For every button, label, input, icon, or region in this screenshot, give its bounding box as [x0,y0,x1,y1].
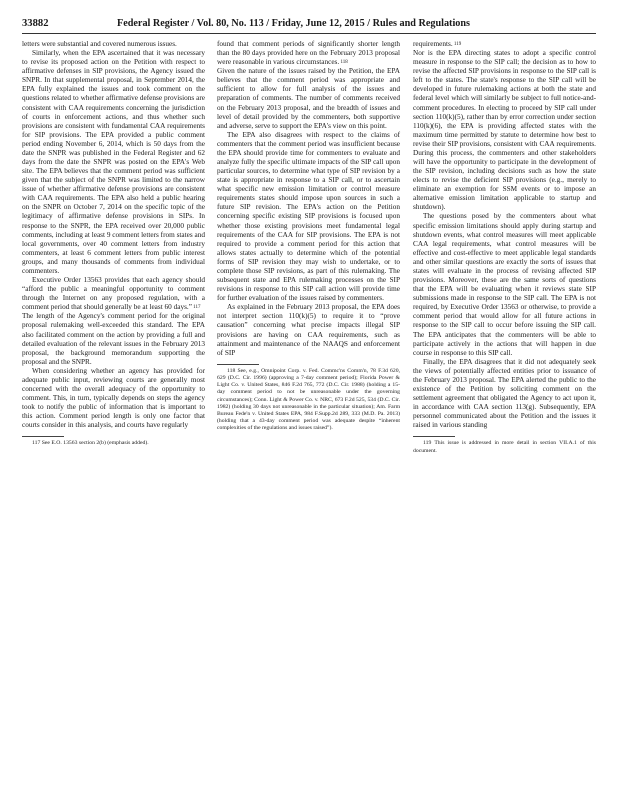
footnote: 117 See E.O. 13563 section 2(b) (emphasis added). [32,440,149,447]
text-column-middle [217,40,400,790]
paragraph-text: Nor is the EPA directing states to adopt a specific control measure in response to the SIP call; the decision as to how to revise the affected SIP provisions in response to the SIP call is left to the states. The state's response to the SIP call will be developed in future rulemaking actions at both the state and federal level which will similarly be subject to full notice-and-comment procedures. In electing to proceed by SIP call under section 110(k)(5), rather than by error correction under section 110(k)(6), the EPA is providing affected states with the maximum time permitted by statute to determine how best to revise their SIP provisions, consistent with CAA requirements. During this process, the commenters and other stakeholders will have the opportunity to participate in the development of the SIP revision, including decisions such as how the state elects to revise the deficient SIP provisions (e.g., merely to eliminate an exemption for SSM events or to impose an alternative emission limitation applicable to startup and shutdown). [413,49,596,212]
text-column-right [413,40,596,790]
paragraph-text: Given the nature of the issues raised by the Petition, the EPA believes that the comment period was appropriate and sufficient to allow for full analysis of the issues and preparation of comments. The number of comments received on the February 2013 proposal, and the breadth of issues and level of detail provided by the commenters, both supportive and adverse, serve to support the EPA's view on this point. [217,67,400,130]
paragraph-text: When considering whether an agency has provided for adequate public input, reviewing courts are generally most concerned with the overall adequacy of the opportunity to comment. This, in turn, typically depends on steps the agency took to notify the public of information that is important to this action. Comment period length is only one factor that courts consider in this analysis, and courts have regularly [22,366,205,430]
paragraph [22,49,205,276]
paragraph-text: requirements. [413,40,453,48]
paragraph-text: letters were substantial and covered numerous issues. [22,40,177,48]
paragraph-text: found that comment periods of significantly shorter length than the 80 days provided here on the February 2013 proposal were reasonable in various circumstances. [217,40,400,67]
text-column-left [22,40,205,790]
paragraph-text: The EPA also disagrees with respect to the claims of commenters that the comment period was insufficient because the EPA should provide time for commenters to evaluate and analyze fully the specific ultimate impacts of the SIP call upon particular sources, to determine what type of SIP revision by a state is appropriate in response to a SIP call, or to ascertain what specific new emission limitation or control measure requirements states should impose upon sources in such a future SIP revision. The EPA's action on the Petition concerning specific existing SIP provisions is focused upon whether those existing provisions meet fundamental legal requirements of the CAA for SIP provisions. The EPA is not required to provide a comment period for this action that allows states actually to determine which of the potential forms of SIP revision they may wish to undertake, or to complete those SIP revisions, as part of this rulemaking. The subsequent state and EPA rulemaking processes on the SIP revisions in response to this SIP call action will provide time for further evaluation of the issues raised by commenters. [217,130,400,303]
footnote-reference: 119 [452,42,462,47]
header-rule [22,33,596,34]
running-head: Federal Register / Vol. 80, No. 113 / Friday, June 12, 2015 / Rules and Regulations [117,18,470,29]
footnote-rule [217,364,259,365]
paragraph-text: The length of the Agency's comment period for the original proposal rulemaking well-exceeded this standard. The EPA also facilitated comment on the action by providing a full and detailed evaluation of the relevant issues in the February 2013 proposal, the background memorandum supporting the proposal and the SNPR. [22,312,205,366]
paragraph [413,40,596,49]
paragraph [217,67,400,131]
paragraph-text: Finally, the EPA disagrees that it did not adequately seek the views of potentially affected entities prior to issuance of the February 2013 proposal. The EPA alerted the public to the existence of the Petition by soliciting comment on the settlement agreement that obligated the Agency to act upon it, in accordance with CAA section 113(g). Subsequently, EPA personnel communicated about the Petition and the issues it raised in various standing [413,357,596,430]
footnote-reference: 117 [191,305,201,311]
paragraph [22,276,205,312]
footnote: 119 This issue is addressed in more detail in section VII.A.1 of this document. [413,440,596,454]
page-number: 33882 [22,18,49,29]
footnote: 118 See, e.g., Omnipoint Corp. v. Fed. Commc'ns Comm'n, 78 F.3d 620, 629 (D.C. Cir. 1996) (approving a 7-day comment period); Florida Power & Light Co. v. United States, 846 F.2d 765, 772 (D.C. Cir. 1988) (holding a 15-day comment period to not be unreasonable under the governing circumstances); Conn. Light & Power Co. v. NRC, 673 F.2d 525, 534 (D.C. Cir. 1982) (holding 30 days not unreasonable in the particular situation); Am. Farm Bureau Fede'n v. United States EPA, 984 F.Supp.2d 289, 333 (M.D. Pa. 2013) (holding that a 43-day comment period was adequate despite “inherent complexities of the regulations and issues raised”). [217,367,400,432]
paragraph-text: The questions posed by the commenters about what specific emission limitations should apply during startup and shutdown events, what control measures will meet applicable CAA legal requirements, what control measures will be effective and cost-effective to meet applicable legal standards and other similar questions are exactly the sorts of issues that states will evaluate in the process of revising affected SIP provisions. Moreover, these are the same sorts of questions that the EPA will be evaluating when it reviews state SIP submissions made in response to the SIP call. The EPA is not required, by Executive Order 13563 or otherwise, to provide a comment period that would allow for all future actions in response to the SIP call to occur before issuing the SIP call. The EPA anticipates that the commenters will be able to participate actively in the actions that will happen in due course in response to this SIP call. [413,212,596,357]
paragraph-text: As explained in the February 2013 proposal, the EPA does not interpret section 110(k)(5) to require it to “prove causation” concerning what precise impacts illegal SIP provisions are having on CAA requirements, such as attainment and maintenance of the NAAQS and enforcement of SIP [217,303,400,357]
footnote-rule [22,436,64,437]
paragraph [217,40,400,67]
paragraph-text: Similarly, when the EPA ascertained that it was necessary to revise its proposed action on the Petition with respect to affirmative defenses in SIP provisions, the Agency issued the SNPR. In that supplemental proposal, in September 2014, the EPA fully explained the issues and took comment on the questions related to whether affirmative defense provisions are consistent with CAA requirements concerning the jurisdiction of courts in enforcement actions, and thus whether such provisions are consistent with fundamental CAA requirements for SIP provisions. The EPA provided a public comment period ending November 6, 2014, which is 50 days from the date the SNPR was published in the Federal Register and 62 days from the date the SNPR was posted on the EPA's Web site. The EPA believes that the comment period was sufficient given that the subject of the SNPR was limited to the narrow issue of whether affirmative defense provisions are consistent with CAA requirements. The EPA also held a public hearing on the SNPR on October 7, 2014 on the specific topic of the legitimacy of affirmative defense provisions in SIPs. In response to the SNPR, the EPA received over 20,000 public comments, including at least 9 comment letters from states and local governments, over 40 comment letters from industry commenters, at least 6 comment letters from public interest groups, and many thousands of comments from individual commenters. [22,49,205,275]
paragraph [217,131,400,303]
paragraph [413,212,596,357]
page-header [22,18,596,34]
paragraph [413,49,596,212]
paragraph-text: Executive Order 13563 provides that each agency should “afford the public a meaningful opportunity to comment through the Internet on any proposed regulation, with a comment period that should generally be at least 60 days.” [22,276,205,312]
footnote-reference: 118 [339,60,348,66]
paragraph [217,303,400,357]
paragraph [22,312,205,366]
footnote-rule [413,436,455,437]
paragraph [22,367,205,431]
paragraph [22,40,205,49]
paragraph [413,358,596,431]
